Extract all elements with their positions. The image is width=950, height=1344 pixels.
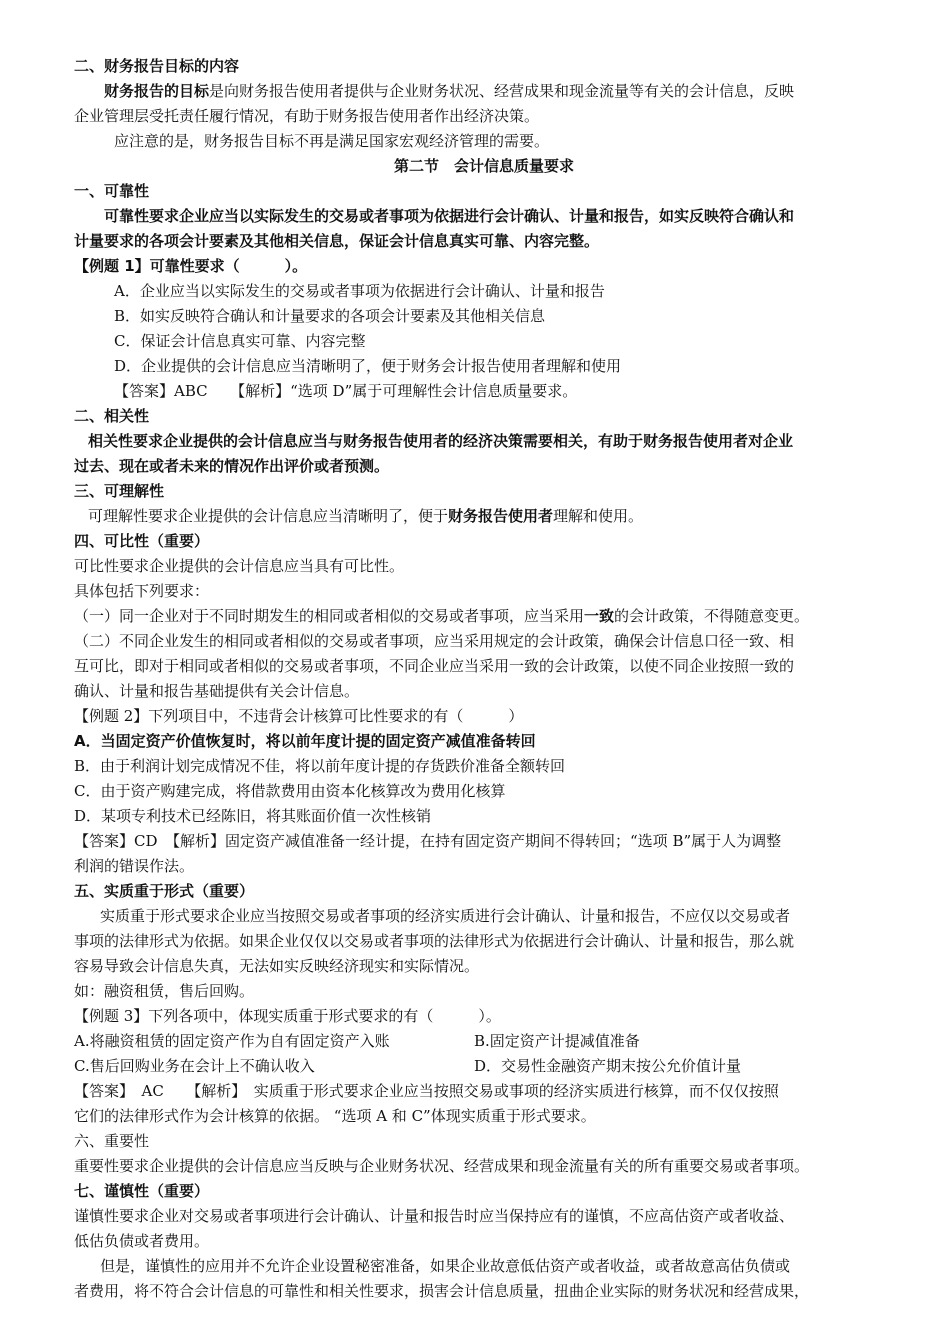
paragraph-prudence-cont: 者费用，将不符合会计信息的可靠性和相关性要求，损害会计信息质量，扭曲企业实际的财务状况和经营成果， — [74, 1282, 810, 1300]
paragraph-comparability: 可比性要求企业提供的会计信息应当具有可比性。 — [74, 557, 405, 575]
definition-reliability: 可靠性要求企业应当以实际发生的交易或者事项为依据进行会计确认、计量和报告，如实反映符合确认和 — [104, 207, 795, 225]
example-1-option: A．企业应当以实际发生的交易或者事项为依据进行会计确认、计量和报告 — [114, 282, 605, 300]
definition-prudence: 谨慎性要求企业对交易或者事项进行会计确认、计量和报告时应当保持应有的谨慎，不应高估资产或者收益、 — [74, 1207, 795, 1225]
definition-substance-cont: 容易导致会计信息失真，无法如实反映经济现实和实际情况。 — [74, 957, 480, 975]
paragraph-report-objective — [74, 79, 894, 104]
definition-understandability — [74, 504, 894, 529]
example-2-option: B．由于利润计划完成情况不佳，将以前年度计提的存货跌价准备全额转回 — [74, 757, 566, 775]
comparability-item-2-cont: 确认、计量和报告基础提供有关会计信息。 — [74, 682, 360, 700]
heading-prudence: 七、谨慎性（重要） — [74, 1182, 210, 1200]
paragraph-note: 应注意的是，财务报告目标不再是满足国家宏观经济管理的需要。 — [114, 132, 550, 150]
example-3-answer: 【答案】 AC 【解析】 实质重于形式要求企业应当按照交易或事项的经济实质进行核算，而不仅仅按照 — [74, 1082, 779, 1100]
substance-example-note: 如：融资租赁，售后回购。 — [74, 982, 255, 1000]
example-1-answer: 【答案】ABC 【解析】“选项 D”属于可理解性会计信息质量要求。 — [114, 382, 578, 400]
paragraph-comparability-intro: 具体包括下列要求： — [74, 582, 210, 600]
heading-understandability: 三、可理解性 — [74, 482, 165, 500]
document-page — [74, 54, 894, 1304]
section-title: 第二节 会计信息质量要求 — [393, 157, 574, 175]
heading-substance-over-form: 五、实质重于形式（重要） — [74, 882, 255, 900]
bold-term: 一致 — [584, 607, 615, 625]
example-1-option: D．企业提供的会计信息应当清晰明了，便于财务会计报告使用者理解和使用 — [114, 357, 622, 375]
example-3-option: D．交易性金融资产期末按公允价值计量 — [474, 1057, 742, 1075]
example-1-option: B．如实反映符合确认和计量要求的各项会计要素及其他相关信息 — [114, 307, 546, 325]
example-3-answer-cont: 它们的法律形式作为会计核算的依据。 “选项 A 和 C”体现实质重于形式要求。 — [74, 1107, 596, 1125]
definition-relevance: 相关性要求企业提供的会计信息应当与财务报告使用者的经济决策需要相关，有助于财务报告使用者对企业 — [88, 432, 794, 450]
section-heading-report-objective: 二、财务报告目标的内容 — [74, 57, 240, 75]
example-3-option: B.固定资产计提减值准备 — [474, 1032, 640, 1050]
definition-substance: 实质重于形式要求企业应当按照交易或者事项的经济实质进行会计确认、计量和报告，不应仅以交易或者 — [100, 907, 791, 925]
text: 理解和使用。 — [553, 507, 644, 525]
example-3-options-row — [74, 1054, 894, 1079]
text: （一）同一企业对于不同时期发生的相同或者相似的交易或者事项，应当采用 — [74, 607, 585, 625]
text: 是向财务报告使用者提供与企业财务状况、经营成果和现金流量等有关的会计信息，反映 — [209, 82, 795, 100]
definition-relevance-cont: 过去、现在或者未来的情况作出评价或者预测。 — [74, 457, 390, 475]
heading-comparability: 四、可比性（重要） — [74, 532, 210, 550]
bold-term: 财务报告的目标 — [104, 82, 210, 100]
definition-reliability-cont: 计量要求的各项会计要素及其他相关信息，保证会计信息真实可靠、内容完整。 — [74, 232, 600, 250]
example-1-question: 【例题 1】可靠性要求（ ）。 — [74, 257, 308, 275]
definition-substance-cont: 事项的法律形式为依据。如果企业仅仅以交易或者事项的法律形式为依据进行会计确认、计量和报告，那么就 — [74, 932, 795, 950]
heading-materiality: 六、重要性 — [74, 1132, 150, 1150]
example-2-option-a: A．当固定资产价值恢复时，将以前年度计提的固定资产减值准备转回 — [74, 732, 536, 750]
heading-relevance: 二、相关性 — [74, 407, 150, 425]
example-2-answer-cont: 利润的错误作法。 — [74, 857, 195, 875]
example-3-question: 【例题 3】下列各项中，体现实质重于形式要求的有（ ）。 — [74, 1007, 501, 1025]
comparability-item-2: （二）不同企业发生的相同或者相似的交易或者事项，应当采用规定的会计政策，确保会计信息口径一致、相 — [74, 632, 795, 650]
paragraph-line: 企业管理层受托责任履行情况，有助于财务报告使用者作出经济决策。 — [74, 107, 540, 125]
text: 的会计政策，不得随意变更。 — [614, 607, 810, 625]
example-2-question: 【例题 2】下列项目中，不违背会计核算可比性要求的有（ ） — [74, 707, 524, 725]
example-2-option: D．某项专利技术已经陈旧，将其账面价值一次性核销 — [74, 807, 432, 825]
example-2-answer: 【答案】CD 【解析】固定资产减值准备一经计提，在持有固定资产期间不得转回；“选项 B”属于人为调整 — [74, 832, 782, 850]
example-1-option: C．保证会计信息真实可靠、内容完整 — [114, 332, 366, 350]
heading-reliability: 一、可靠性 — [74, 182, 150, 200]
definition-materiality: 重要性要求企业提供的会计信息应当反映与企业财务状况、经营成果和现金流量有关的所有重要交易或者事项。 — [74, 1157, 810, 1175]
paragraph-prudence: 但是，谨慎性的应用并不允许企业设置秘密准备，如果企业故意低估资产或者收益，或者故意高估负债或 — [100, 1257, 791, 1275]
text: 可理解性要求企业提供的会计信息应当清晰明了，便于 — [88, 507, 449, 525]
definition-prudence-cont: 低估负债或者费用。 — [74, 1232, 210, 1250]
comparability-item-2-cont: 互可比，即对于相同或者相似的交易或者事项，不同企业应当采用一致的会计政策，以使不同企业按照一致的 — [74, 657, 795, 675]
example-3-option: A.将融资租赁的固定资产作为自有固定资产入账 — [74, 1032, 390, 1050]
example-3-options-row — [74, 1029, 894, 1054]
comparability-item-1 — [74, 604, 894, 629]
example-3-option: C.售后回购业务在会计上不确认收入 — [74, 1057, 315, 1075]
bold-term: 财务报告使用者 — [448, 507, 554, 525]
example-2-option: C．由于资产购建完成，将借款费用由资本化核算改为费用化核算 — [74, 782, 506, 800]
